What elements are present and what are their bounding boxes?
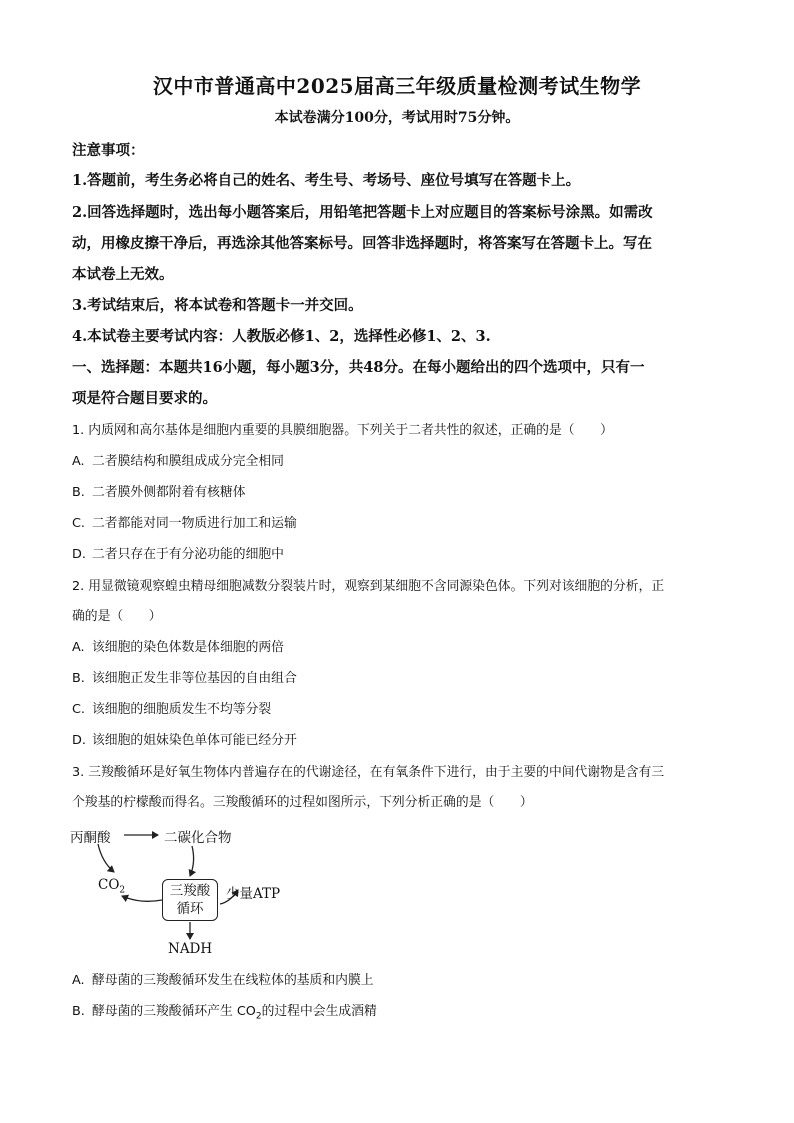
- option-text: 该细胞的染色体数是体细胞的两倍: [92, 640, 284, 655]
- question-3-option-a: [72, 971, 724, 991]
- exam-subtitle: 本试卷满分100分，考试用时75分钟。: [274, 110, 520, 126]
- option-label: A.: [72, 973, 85, 988]
- notice-item-4: 4.本试卷主要考试内容：人教版必修1、2，选择性必修1、2、3.: [72, 328, 491, 345]
- atp-label: 少量ATP: [226, 886, 281, 902]
- question-3-stem-line-1: 3. 三羧酸循环是好氧生物体内普遍存在的代谢途径，在有氧条件下进行，由于主要的中间代谢物是含有三: [72, 765, 665, 780]
- question-2-option-d: [72, 731, 724, 751]
- section-heading-line-1: 一、选择题：本题共16小题，每小题3分，共48分。在每小题给出的四个选项中，只有一: [72, 359, 645, 376]
- option-label: C.: [72, 702, 86, 717]
- notice-item-3: 3.考试结束后，将本试卷和答题卡一并交回。: [72, 297, 363, 314]
- tca-cycle-box: [162, 879, 218, 921]
- option-label: B.: [72, 1004, 85, 1019]
- notice-heading: 注意事项：: [72, 142, 145, 159]
- exam-title: 汉中市普通高中2025届高三年级质量检测考试生物学: [152, 74, 642, 98]
- arrow-pyruvate-to-co2: [98, 844, 114, 872]
- question-2-stem-line-2: 确的是（ ）: [72, 609, 162, 624]
- question-1-stem: 1. 内质网和高尔基体是细胞内重要的具膜细胞器。下列关于二者共性的叙述，正确的是（ ）: [72, 423, 613, 438]
- option-label: D.: [72, 547, 86, 562]
- option-label: A.: [72, 640, 85, 655]
- co2-label: $CO_2$: [98, 877, 126, 896]
- option-text: 酵母菌的三羧酸循环发生在线粒体的基质和内膜上: [92, 973, 374, 988]
- pyruvate-label: 丙酮酸: [70, 830, 111, 846]
- option-text-post: 的过程中会生成酒精: [261, 1004, 377, 1019]
- question-2-stem-line-1: 2. 用显微镜观察蝗虫精母细胞减数分裂装片时，观察到某细胞不含同源染色体。下列对该细胞的分析，正: [72, 579, 665, 594]
- section-heading-line-2: 项是符合题目要求的。: [72, 390, 217, 407]
- notice-item-2-line-3: 本试卷上无效。: [72, 266, 174, 283]
- question-1-option-a: [72, 452, 724, 472]
- question-2-option-b: [72, 669, 724, 689]
- question-3-option-b: [72, 1002, 724, 1027]
- tca-cycle-diagram: [70, 822, 300, 962]
- arrow-cycle-to-co2: [122, 896, 162, 901]
- question-1-option-d: [72, 545, 724, 565]
- nadh-label: NADH: [168, 941, 213, 957]
- option-text-pre: 酵母菌的三羧酸循环产生 CO: [92, 1004, 256, 1019]
- option-text: 该细胞的姐妹染色单体可能已经分开: [92, 733, 297, 748]
- option-label: D.: [72, 733, 86, 748]
- cycle-label-line-2: 循环: [176, 901, 204, 917]
- option-text: 二者膜外侧都附着有核糖体: [92, 485, 246, 500]
- option-text: 二者都能对同一物质进行加工和运输: [92, 516, 297, 531]
- option-text: 该细胞的细胞质发生不均等分裂: [92, 702, 272, 717]
- option-label: C.: [72, 516, 86, 531]
- option-text: 该细胞正发生非等位基因的自由组合: [92, 671, 297, 686]
- notice-item-2-line-1: 2.回答选择题时，选出每小题答案后，用铅笔把答题卡上对应题目的答案标号涂黑。如需改: [72, 204, 653, 221]
- question-2-option-a: [72, 638, 724, 658]
- cycle-label-line-1: 三羧酸: [169, 883, 211, 899]
- notice-item-2-line-2: 动，用橡皮擦干净后，再选涂其他答案标号。回答非选择题时，将答案写在答题卡上。写在: [72, 235, 652, 252]
- option-text: 二者只存在于有分泌功能的细胞中: [92, 547, 284, 562]
- option-text: 二者膜结构和膜组成成分完全相同: [92, 454, 284, 469]
- option-label: B.: [72, 671, 85, 686]
- question-2-option-c: [72, 700, 724, 720]
- question-3-stem-line-2: 个羧基的柠檬酸而得名。三羧酸循环的过程如图所示，下列分析正确的是（ ）: [72, 795, 533, 810]
- notice-item-1: 1.答题前，考生务必将自己的姓名、考生号、考场号、座位号填写在答题卡上。: [72, 172, 581, 189]
- arrow-two-carbon-to-cycle: [190, 846, 194, 876]
- question-1-option-c: [72, 514, 724, 534]
- question-1-option-b: [72, 483, 724, 503]
- option-label: A.: [72, 454, 85, 469]
- option-label: B.: [72, 485, 85, 500]
- two-carbon-compound-label: 二碳化合物: [164, 830, 232, 846]
- option-text-subscript: 2: [255, 1011, 262, 1022]
